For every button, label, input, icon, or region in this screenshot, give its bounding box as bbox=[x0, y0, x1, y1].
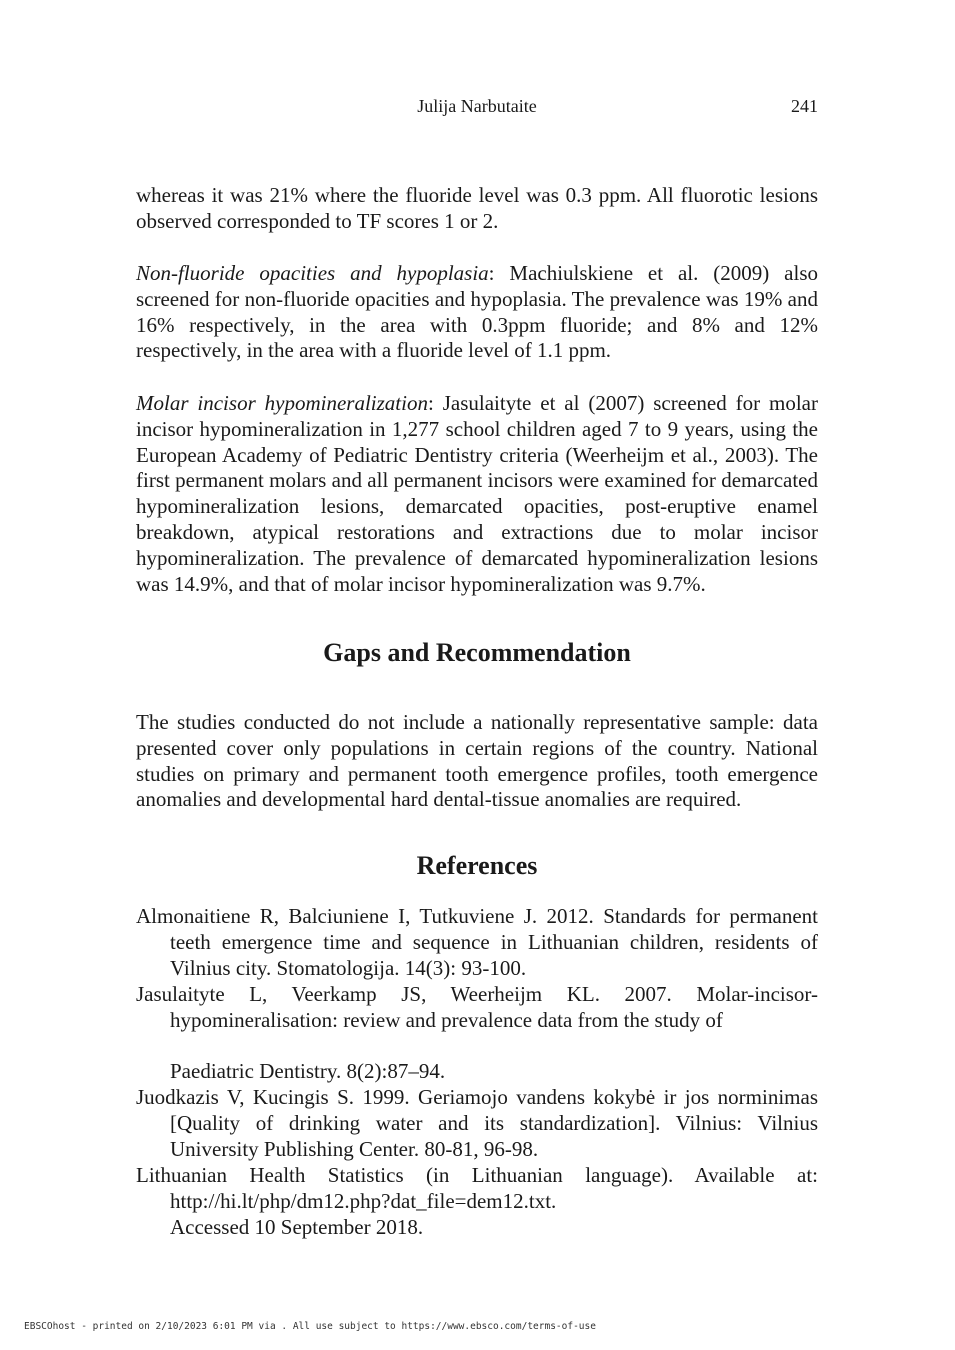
page-number: 241 bbox=[791, 96, 818, 116]
print-footer: EBSCOhost - printed on 2/10/2023 6:01 PM via . All use subject to https://www.ebsco.com/terms-of-use bbox=[24, 1321, 596, 1332]
header-author: Julija Narbutaite bbox=[417, 96, 537, 116]
paragraph-text: : Machiulskiene et al. (2009) also screened for non-fluoride opacities and hypoplasia. The prevalence was 19% and 16% respectively, in the area with 0.3ppm fluoride; and 8% and 12% respectively, in the area with a fluoride level of 1.1 ppm. bbox=[136, 261, 818, 363]
references-heading: References bbox=[416, 851, 538, 880]
reference-item: Jasulaityte L, Veerkamp JS, Weerheijm KL. 2007. Molar-incisor-hypomineralisation: review and prevalence data from the study of bbox=[136, 982, 818, 1032]
reference-item: Lithuanian Health Statistics (in Lithuanian language). Available at: http://hi.lt/php/dm12.php?dat_file=dem12.txt. bbox=[136, 1163, 818, 1213]
paragraph-non-fluoride-opacities bbox=[136, 240, 818, 385]
reference-continuation: Paediatric Dentistry. 8(2):87–94. bbox=[170, 1059, 446, 1083]
paragraph-gaps bbox=[136, 689, 818, 834]
paragraph-lead-italic: Molar incisor hypomineralization bbox=[136, 391, 428, 415]
reference-continuation: Accessed 10 September 2018. bbox=[170, 1215, 424, 1239]
references-list-continued bbox=[136, 1058, 818, 1240]
running-header bbox=[136, 96, 818, 122]
references-list bbox=[136, 903, 818, 1033]
paragraph-text: The studies conducted do not include a nationally representative sample: data presented cover only populations in certain regions of the country. National studies on primary and permanent tooth emergence profiles, tooth emergence anomalies and developmental hard dental-tissue anomalies are required. bbox=[136, 710, 818, 812]
paragraph-lead-italic: Non-fluoride opacities and hypoplasia bbox=[136, 261, 489, 285]
reference-item: Almonaitiene R, Balciuniene I, Tutkuviene J. 2012. Standards for permanent teeth emergence time and sequence in Lithuanian children, residents of Vilnius city. Stomatologija. 14(3): 93-100. bbox=[136, 904, 818, 980]
paragraph-molar-incisor bbox=[136, 370, 818, 618]
paragraph-text: : Jasulaityte et al (2007) screened for molar incisor hypomineralization in 1,277 school children aged 7 to 9 years, using the European Academy of Pediatric Dentistry criteria (Weerheijm et al., 2003). The first permanent molars and all permanent incisors were examined for demarcated hypomineralization lesions, demarcated opacities, post-eruptive enamel breakdown, atypical restorations and extractions due to molar incisor hypomineralization. The prevalence of demarcated hypomineralization lesions was 14.9%, and that of molar incisor hypomineralization was 9.7%. bbox=[136, 391, 818, 596]
gaps-heading: Gaps and Recommendation bbox=[323, 638, 631, 667]
reference-item: Juodkazis V, Kucingis S. 1999. Geriamojo vandens kokybė ir jos norminimas [Quality of drinking water and its standardization]. Vilnius: Vilnius University Publishing Center. 80-81, 96-98. bbox=[136, 1085, 818, 1161]
paragraph-text: whereas it was 21% where the fluoride level was 0.3 ppm. All fluorotic lesions observed corresponded to TF scores 1 or 2. bbox=[136, 183, 818, 233]
